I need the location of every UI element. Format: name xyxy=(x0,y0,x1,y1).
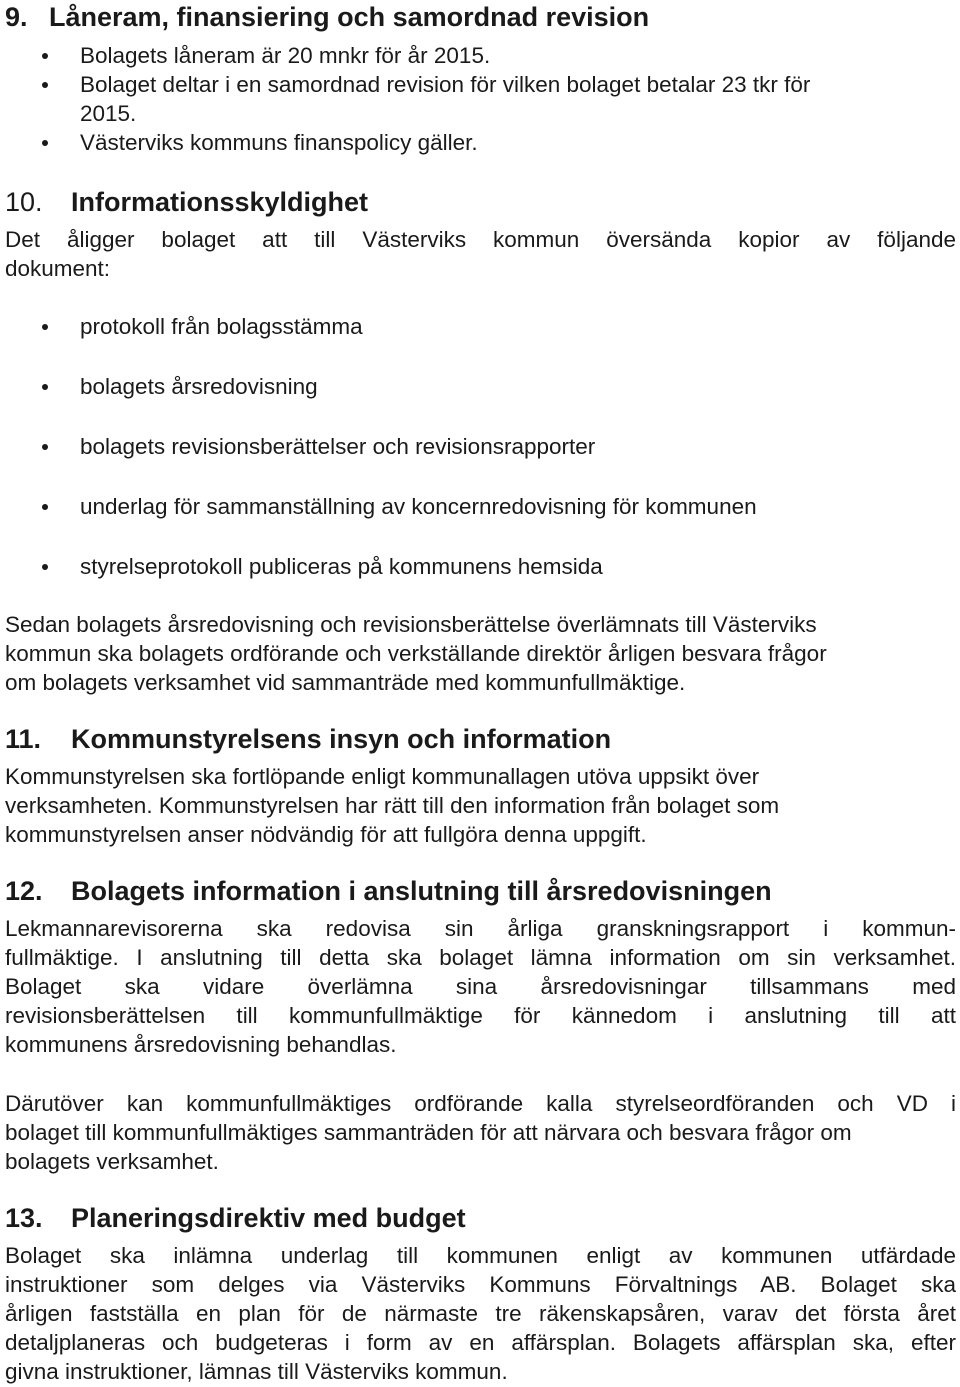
section-title: Informationsskyldighet xyxy=(71,187,369,217)
section-10-paragraph: Sedan bolagets årsredovisning och revisionsberättelse överlämnats till Västerviks kommun ska bolagets ordförande och verkställande direktör årligen besvara frågor om bolagets verksamhet vid sammanträde med kommunfullmäktige. xyxy=(5,612,827,695)
list-item: Bolagets låneram är 20 mnkr för år 2015. xyxy=(0,41,810,70)
bullet-icon xyxy=(42,504,48,510)
section-13-paragraph: Bolaget ska inlämna underlag till kommunen enligt av kommunen utfärdade instruktioner som delges via Västerviks Kommuns Förvaltnings AB. Bolaget ska årligen fastställa en plan för de närmaste tre räkenskapsåren, varav det första året detaljplaneras och budgeteras i form av en affärsplan. Bolagets affärsplan ska, efter givna instruktioner, lämnas till Västerviks kommun. xyxy=(5,1243,956,1384)
section-number: 9. xyxy=(5,2,28,32)
section-number: 13. xyxy=(5,1203,43,1233)
section-number: 10. xyxy=(5,187,43,217)
section-13-heading xyxy=(5,1202,466,1234)
section-10-intro: Det åligger bolaget att till Västerviks kommun översända kopior av följande dokument: xyxy=(5,227,956,281)
section-title: Planeringsdirektiv med budget xyxy=(71,1203,466,1233)
list-item: bolagets revisionsberättelser och revisionsrapporter xyxy=(0,432,757,492)
section-12-heading xyxy=(5,875,772,907)
list-item: Västerviks kommuns finanspolicy gäller. xyxy=(0,128,810,157)
bullet-icon xyxy=(42,53,48,59)
list-item: bolagets årsredovisning xyxy=(0,372,757,432)
section-title: Kommunstyrelsens insyn och information xyxy=(71,724,612,754)
bullet-icon xyxy=(42,564,48,570)
list-item: styrelseprotokoll publiceras på kommunens hemsida xyxy=(0,552,757,612)
bullet-icon xyxy=(42,324,48,330)
section-12-paragraph-2: Därutöver kan kommunfullmäktiges ordförande kalla styrelseordföranden och VD i bolaget till kommunfullmäktiges sammanträden för att närvara och besvara frågor om bolagets verksamhet. xyxy=(5,1091,956,1174)
bullet-icon xyxy=(42,82,48,88)
bullet-icon xyxy=(42,444,48,450)
section-11-heading xyxy=(5,723,611,755)
list-item: underlag för sammanställning av koncernredovisning för kommunen xyxy=(0,492,757,552)
section-10-bullet-list xyxy=(0,312,757,612)
section-number: 11. xyxy=(5,724,42,754)
bullet-icon xyxy=(42,384,48,390)
section-9-bullet-list xyxy=(0,41,810,157)
list-item-continuation: 2015. xyxy=(80,101,137,126)
section-title: Bolagets information i anslutning till årsredovisningen xyxy=(71,876,772,906)
list-item: protokoll från bolagsstämma xyxy=(0,312,757,372)
section-9-heading xyxy=(5,1,649,33)
section-11-paragraph: Kommunstyrelsen ska fortlöpande enligt kommunallagen utöva uppsikt över verksamheten. Kommunstyrelsen har rätt till den information från bolaget som kommunstyrelsen anser nödvändig för att fullgöra denna uppgift. xyxy=(5,764,780,847)
section-number: 12. xyxy=(5,876,43,906)
list-item: Bolaget deltar i en samordnad revision för vilken bolaget betalar 23 tkr för xyxy=(0,70,810,99)
section-10-heading xyxy=(5,186,368,218)
bullet-icon xyxy=(42,140,48,146)
section-title: Låneram, finansiering och samordnad revision xyxy=(49,2,650,32)
section-12-paragraph-1: Lekmannarevisorerna ska redovisa sin årliga granskningsrapport i kommun- fullmäktige. I anslutning till detta ska bolaget lämna information om sin verksamhet. Bolaget ska vidare överlämna sina årsredovisningar tillsammans med revisionsberättelsen till kommunfullmäktige för kännedom i anslutning till att kommunens årsredovisning behandlas. xyxy=(5,916,956,1057)
